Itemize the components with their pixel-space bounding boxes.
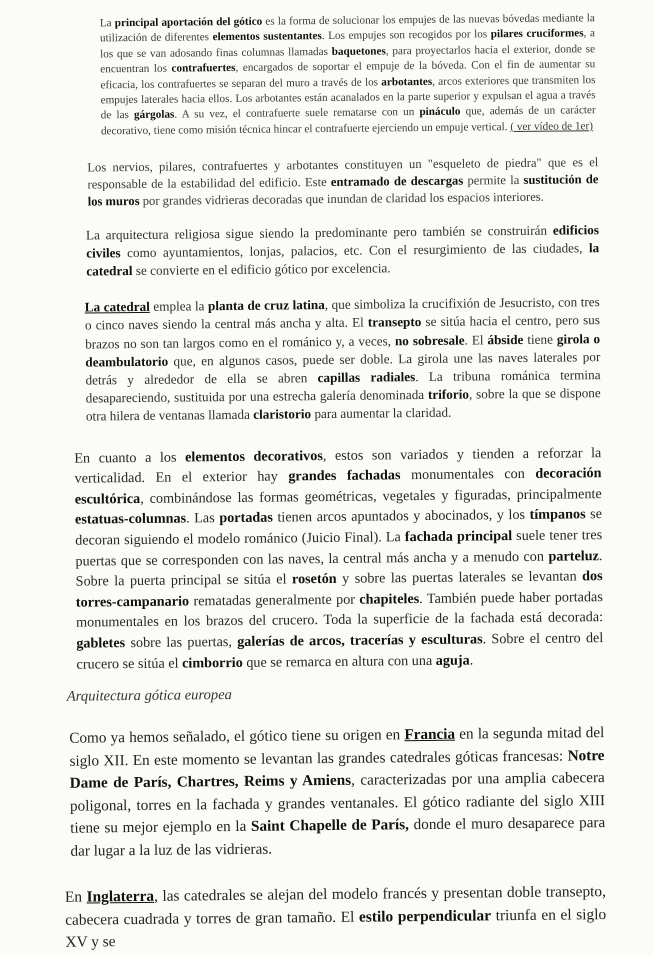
key-term: principal aportación del gótico (114, 15, 263, 30)
underlined-term: Inglaterra (86, 888, 155, 906)
key-term: rosetón (291, 571, 337, 588)
key-term: aguja (435, 652, 470, 669)
key-term: fachada principal (404, 528, 513, 546)
key-term: gárgolas (133, 109, 175, 122)
key-term: elementos sustentantes (212, 30, 322, 44)
key-term: claristorio (253, 406, 312, 423)
section-heading: Arquitectura gótica europea (66, 687, 233, 705)
key-term: tímpanos (529, 506, 586, 524)
key-term: ábside (487, 331, 524, 347)
key-term: capillas radiales (317, 369, 416, 386)
key-term: entramado de descargas (330, 173, 464, 190)
key-term: contrafuertes (171, 62, 236, 75)
key-term: Saint Chapelle de París, (250, 816, 409, 836)
paragraph-france: Como ya hemos señalado, el gótico tiene su origen en Francia en la segunda mitad del siglo XII. En este momento se levantan las grandes catedrales góticas francesas: Notre Dame de París, Chartres, Reims y Amiens, caracterizadas por una amplia cabecera poligonal, torres en la fachada y grandes ventanales. El gótico radiante del siglo XIII tiene su mejor ejemplo en la Saint Chapelle de París, donde el muro desaparece para dar lugar a la luz de las vidrieras. (69, 724, 606, 860)
key-term: chapiteles (359, 590, 420, 608)
underlined-term: ( ver vídeo de 1er) (510, 120, 593, 133)
key-term: dos torres-campanario (75, 568, 603, 611)
key-term: Notre Dame de París, Chartres, Reims y Amiens (69, 746, 605, 792)
key-term: no sobresale (394, 332, 465, 348)
key-term: girola o deambulatorio (85, 330, 601, 370)
key-term: parteluz (548, 547, 599, 565)
key-term: decoración escultórica (74, 465, 602, 508)
key-term: cimborrio (181, 654, 243, 672)
key-term: baquetones (331, 45, 386, 58)
key-term: la catedral (86, 240, 600, 279)
paragraph-civil-buildings: La arquitectura religiosa sigue siendo la predominante pero también se construirán edificios civiles como ayuntamientos, lonjas, palacios, etc. Con el resurgimiento de las ciudades, la catedral se convierte en el edificio gótico por excelencia. (85, 222, 600, 279)
key-term: triforio (427, 386, 470, 403)
key-term: arbotantes (381, 75, 433, 89)
underlined-term: La catedral (84, 299, 150, 315)
underlined-term: Francia (404, 725, 456, 744)
key-term: edificios civiles (86, 222, 600, 261)
key-term: transepto (367, 314, 422, 331)
paragraph-england: En Inglaterra, las catedrales se alejan del modelo francés y presentan doble transepto, cabecera cuadrada y torres de gran tamaño. El estilo perpendicular triunfa en el siglo XV y se (64, 883, 607, 951)
key-term: sustitución de los muros (87, 172, 599, 209)
key-term: grandes fachadas (288, 467, 401, 485)
paragraph-cathedral-plan: La catedral emplea la planta de cruz latina, que simboliza la crucifixión de Jesucristo, con tres o cinco naves siendo la central más ancha y alta. El transepto se sitúa hacia el centro, pero sus brazos no son tan largos como en el románico y, a veces, no sobresale. El ábside tiene girola o deambulatorio que, en algunos casos, puede ser doble. La girola une las naves laterales por detrás y alrededor de ella se abren capillas radiales. La tribuna románica termina desapareciendo, sustituida por una estrecha galería denominada triforio, sobre la que se dispone otra hilera de ventanas llamada claristorio para aumentar la claridad. (84, 294, 601, 424)
key-term: planta de cruz latina (207, 297, 325, 314)
paragraph-decorative-elements: En cuanto a los elementos decorativos, estos son variados y tienden a reforzar la verticalidad. En el exterior hay grandes fachadas monumentales con decoración escultórica, combinándose las formas geométricas, vegetales y figuradas, principalmente estatuas-columnas. Las portadas tienen arcos apuntados y abocinados, y los tímpanos se decoran siguiendo el modelo románico (Juicio Final). La fachada principal suele tener tres puertas que se corresponden con las naves, la central más ancha y a menudo con parteluz. Sobre la puerta principal se sitúa el rosetón y sobre las puertas laterales se levantan dos torres-campanario rematadas generalmente por chapiteles. También puede haber portadas monumentales en los brazos del crucero. Toda la superficie de la fachada está decorada: gabletes sobre las puertas, galerías de arcos, tracerías y esculturas. Sobre el centro del crucero se sitúa el cimborrio que se remarca en altura con una aguja. (74, 444, 604, 673)
key-term: elementos decorativos (184, 447, 323, 466)
paragraph-gothic-structure: La principal aportación del gótico es la forma de solucionar los empujes de las nuevas bóvedas mediante la utilización de diferentes elementos sustentantes. Los empujes son recogidos por los pilares cruciformes, a los que se van adosando finas columnas llamadas baquetones, para proyectarlos hacia el exterior, donde se encuentran los contrafuertes, encargados de soportar el empuje de la bóveda. Con el fin de aumentar su eficacia, los contrafuertes se separan del muro a través de los arbotantes, arcos exteriores que transmiten los empujes laterales hacia ellos. Los arbotantes están acanalados en la parte superior y expulsan el agua a través de las gárgolas. A su vez, el contrafuerte suele rematarse con un pináculo que, además de un carácter decorativo, tiene como misión técnica hincar el contrafuerte ejerciendo un empuje vertical. ( ver vídeo de 1er) (99, 12, 596, 138)
key-term: portadas (219, 510, 273, 527)
key-term: gabletes (76, 635, 126, 652)
key-term: estilo perpendicular (358, 907, 492, 926)
key-term: pináculo (419, 106, 461, 119)
key-term: galerías de arcos, tracerías y esculturas (237, 631, 483, 650)
paragraph-stone-skeleton: Los nervios, pilares, contrafuertes y arbotantes constituyen un "esqueleto de piedra" que es el responsable de la estabilidad del edificio. Este entramado de descargas permite la sustitución de los muros por grandes vidrieras decoradas que inundan de claridad los espacios interiores. (87, 155, 599, 209)
key-term: estatuas-columnas (74, 510, 187, 529)
key-term: pilares cruciformes (490, 27, 584, 41)
